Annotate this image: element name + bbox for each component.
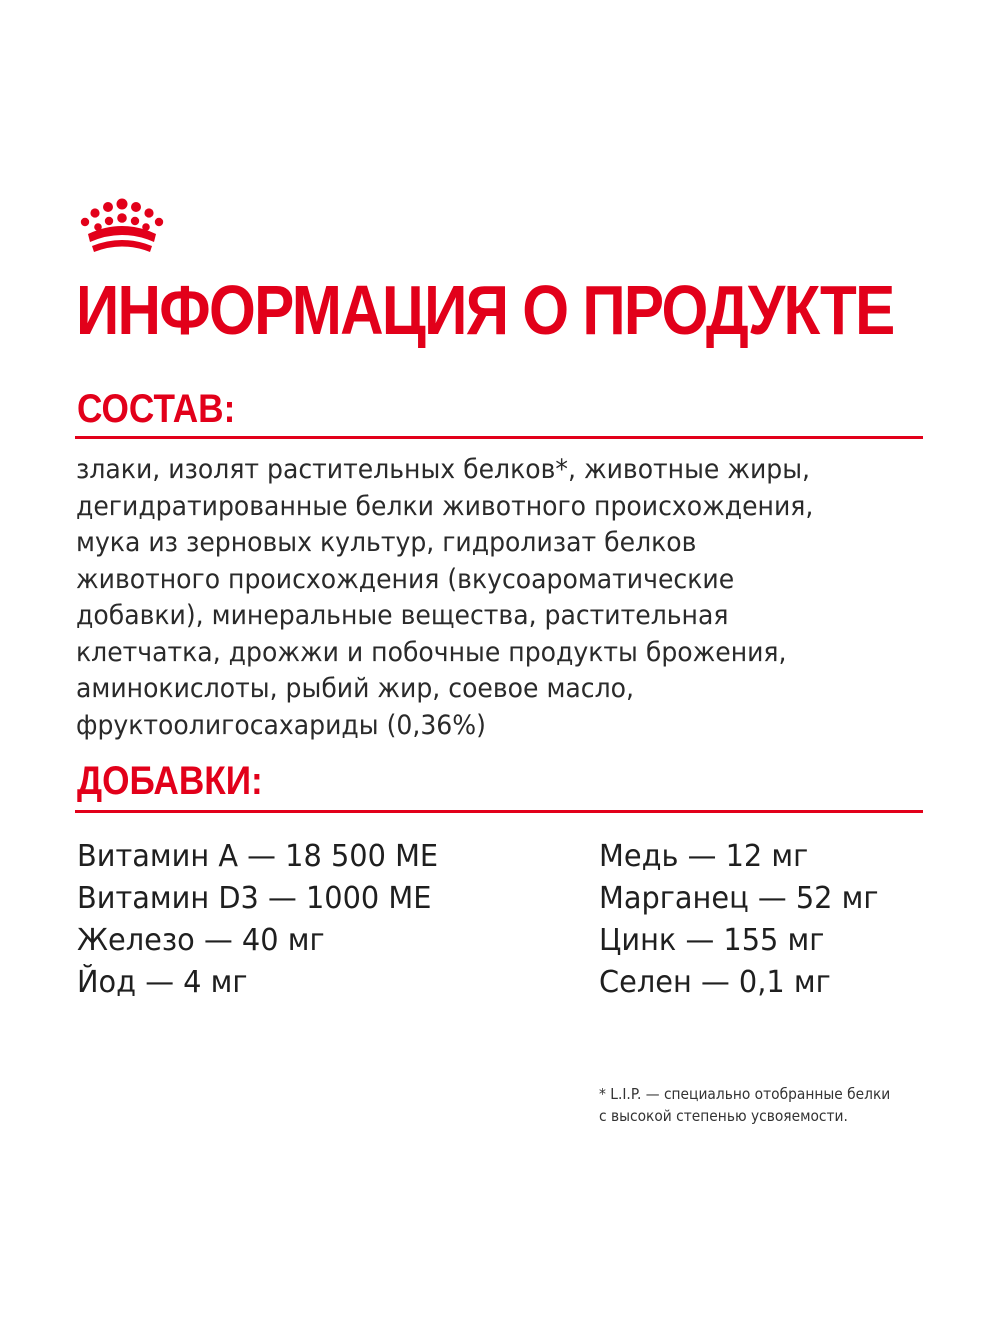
additives-list-right (599, 836, 890, 1004)
composition-line: клетчатка, дрожжи и побочные продукты брожения, (76, 636, 787, 668)
composition-line: аминокислоты, рыбий жир, соевое масло, (76, 673, 634, 704)
footnote-line: * L.I.P. — специально отобранные белки (599, 1085, 891, 1103)
additive-item: Витамин A — 18 500 МЕ (77, 839, 439, 874)
royal-crown-icon (78, 196, 166, 254)
composition-text (76, 452, 936, 744)
footnote-line: с высокой степенью усвояемости. (599, 1107, 848, 1125)
composition-line: фруктоолигосахариды (0,36%) (76, 709, 486, 741)
composition-line: дегидратированные белки животного происхождения, (76, 490, 814, 522)
footnote (599, 1083, 916, 1127)
additives-list-left (77, 836, 453, 1004)
additive-item: Железо — 40 мг (77, 923, 325, 958)
composition-line: добавки), минеральные вещества, растительная (76, 600, 729, 631)
composition-line: животного происхождения (вкусоароматические (76, 563, 735, 595)
additive-item: Витамин D3 — 1000 МЕ (77, 881, 432, 916)
additive-item: Медь — 12 мг (599, 839, 809, 874)
composition-line: злаки, изолят растительных белков*, животные жиры, (76, 454, 811, 485)
additive-item: Цинк — 155 мг (599, 923, 825, 958)
composition-divider (75, 436, 923, 439)
additive-item: Селен — 0,1 мг (599, 965, 831, 1000)
additive-item: Марганец — 52 мг (599, 881, 879, 916)
page-title: ИНФОРМАЦИЯ О ПРОДУКТЕ (76, 271, 894, 349)
composition-heading: СОСТАВ: (77, 387, 236, 431)
additives-divider (75, 810, 923, 813)
additive-item: Йод — 4 мг (77, 965, 248, 1000)
composition-line: мука из зерновых культур, гидролизат белков (76, 527, 697, 558)
additives-heading: ДОБАВКИ: (77, 759, 263, 803)
